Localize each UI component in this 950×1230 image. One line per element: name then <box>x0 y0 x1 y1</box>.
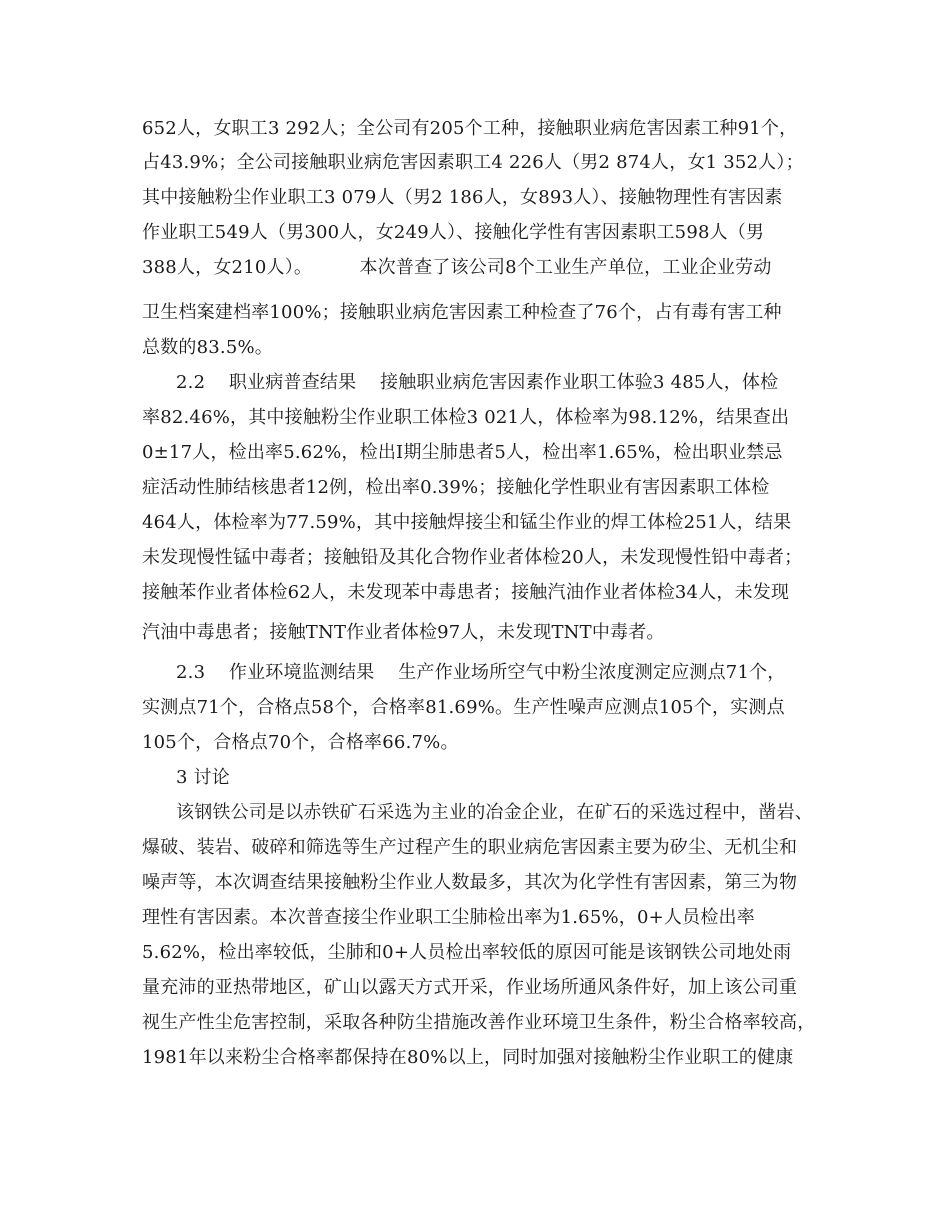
text-line: 5.62%，检出率较低，尘肺和0+人员检出率较低的原因可能是该钢铁公司地处雨 <box>142 942 792 963</box>
text-line: 视生产性尘危害控制，采取各种防尘措施改善作业环境卫生条件，粉尘合格率较高， <box>142 1012 816 1033</box>
text-line: 占43.9%；全公司接触职业病危害因素职工4 226人（男2 874人，女1 352人）； <box>142 152 804 173</box>
text-line: 464人，体检率为77.59%，其中接触焊接尘和锰尘作业的焊工体检251人，结果 <box>142 512 792 533</box>
text-line: 汽油中毒患者；接触TNT作业者体检97人，未发现TNT中毒者。 <box>142 622 665 643</box>
text-line: 0±17人，检出率5.62%，检出Ⅰ期尘肺患者5人，检出率1.65%，检出职业禁忌 <box>142 442 783 463</box>
text-line: 卫生档案建档率100%；接触职业病危害因素工种检查了76个，占有毒有害工种 <box>142 302 782 323</box>
section-2-3-line: 2.3 作业环境监测结果 生产作业场所空气中粉尘浓度测定应测点71个， <box>176 662 786 683</box>
text-line: 爆破、装岩、破碎和筛选等生产过程产生的职业病危害因素主要为矽尘、无机尘和 <box>142 837 798 858</box>
text-line: 率82.46%，其中接触粉尘作业职工体检3 021人，体检率为98.12%，结果查出 <box>142 407 790 428</box>
text-line: 接触苯作业者体检62人，未发现苯中毒患者；接触汽油作业者体检34人，未发现 <box>142 582 790 603</box>
text-line: 噪声等，本次调查结果接触粉尘作业人数最多，其次为化学性有害因素，第三为物 <box>142 872 798 893</box>
text-line: 652人，女职工3 292人；全公司有205个工种，接触职业病危害因素工种91个， <box>142 118 798 139</box>
text-line: 症活动性肺结核患者12例，检出率0.39%；接触化学性职业有害因素职工体检 <box>142 477 770 498</box>
text-line: 388人，女210人）。 本次普查了该公司8个工业生产单位，工业企业劳动 <box>142 257 772 278</box>
text-line: 未发现慢性锰中毒者；接触铅及其化合物作业者体检20人，未发现慢性铅中毒者； <box>142 547 803 568</box>
text-line: 量充沛的亚热带地区，矿山以露天方式开采，作业场所通风条件好，加上该公司重 <box>142 977 798 998</box>
text-line: 该钢铁公司是以赤铁矿石采选为主业的冶金企业，在矿石的采选过程中，凿岩、 <box>176 802 813 823</box>
text-line: 其中接触粉尘作业职工3 079人（男2 186人，女893人）、接触物理性有害因素 <box>142 187 783 208</box>
text-line: 105个，合格点70个，合格率66.7%。 <box>142 732 459 753</box>
text-line: 理性有害因素。本次普查接尘作业职工尘肺检出率为1.65%，0+人员检出率 <box>142 907 755 928</box>
section-2-2-line: 2.2 职业病普查结果 接触职业病危害因素作业职工体验3 485人，体检 <box>176 372 779 393</box>
text-line: 作业职工549人（男300人，女249人）、接触化学性有害因素职工598人（男 <box>142 222 765 243</box>
text-line: 1981年以来粉尘合格率都保持在80%以上，同时加强对接触粉尘作业职工的健康 <box>142 1047 794 1068</box>
text-line: 实测点71个，合格点58个，合格率81.69%。生产性噪声应测点105个，实测点 <box>142 697 785 718</box>
text-line: 总数的83.5%。 <box>142 337 273 358</box>
section-3-heading: 3 讨论 <box>176 767 230 788</box>
